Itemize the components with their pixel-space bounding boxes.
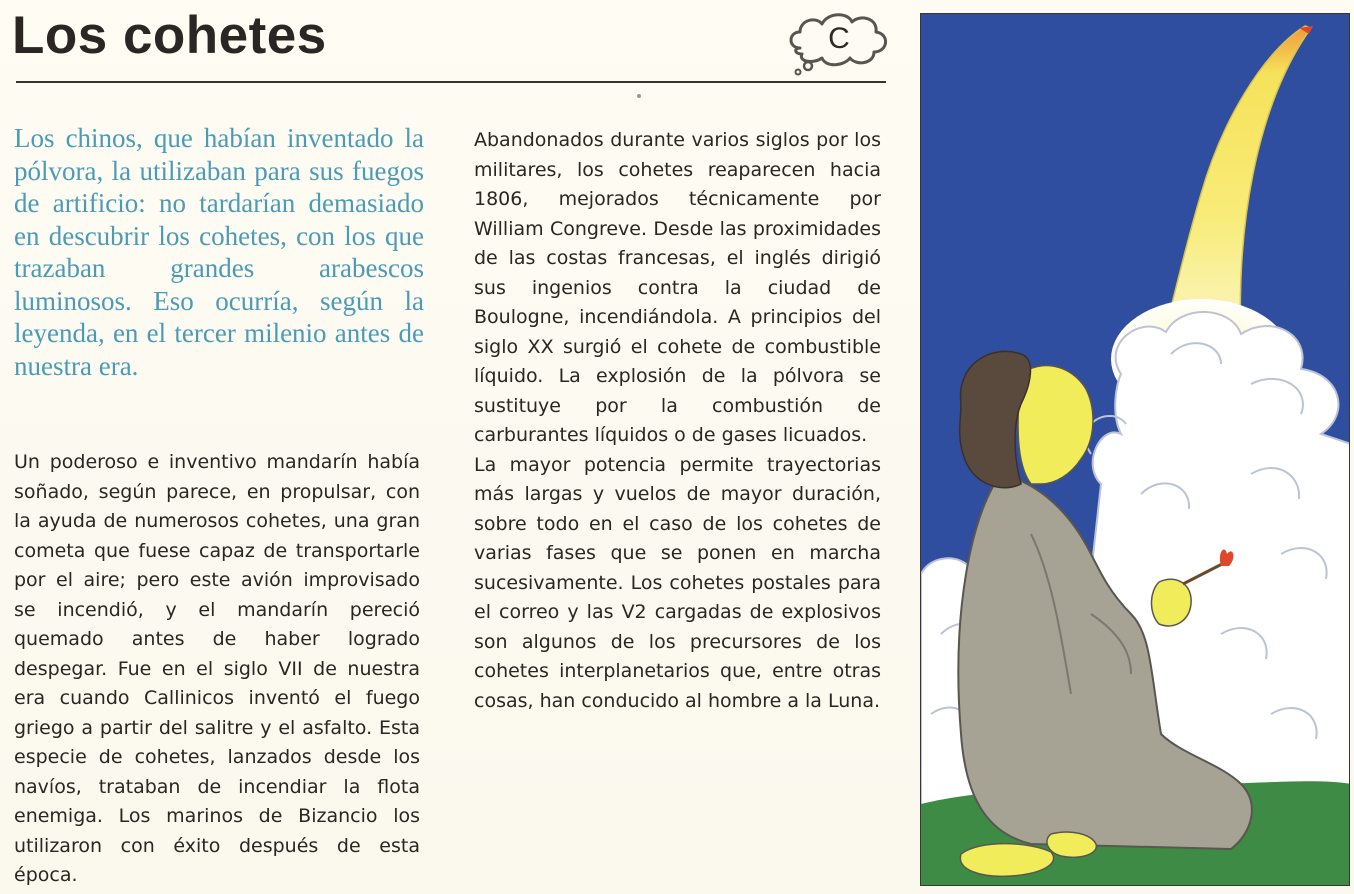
boy-kneeling-watching-rocket-icon — [921, 14, 1350, 886]
print-speck — [637, 94, 641, 98]
intro-paragraph: Los chinos, que habían inventado la pólvora, la utilizaban para sus fuegos de artificio: no tardarían demasiado en descubrir los cohetes, con los que trazaban grandes arabescos luminosos. Eso ocurría, según la leyenda, en el tercer milenio antes de nuestra era. — [14, 123, 424, 381]
left-column-paragraph: Un poderoso e inventivo mandarín había soñado, según parece, en propulsar, con la ayuda de numerosos cohetes, una gran cometa que fuese capaz de transportarle por el aire; pero este avión improvisado se incendió, y el mandarín pereció quemado antes de haber logrado despegar. Fue en el siglo VII de nuestra era cuando Callinicos inventó el fuego griego a partir del salitre y el asfalto. Esta especie de cohetes, lanzados desde los navíos, trataban de incendiar la flota enemiga. Los marinos de Bizancio los utilizaron con éxito después de esta época. — [14, 451, 420, 886]
page-title: Los cohetes — [12, 6, 327, 65]
cloud-badge-icon — [786, 8, 892, 78]
foot-left — [960, 844, 1053, 877]
middle-paragraph-2: La mayor potencia permite trayectorias más largas y vuelos de mayor duración, sobre todo en el caso de los cohetes de varias fases que se ponen en marcha sucesivamente. Los cohetes postales para el correo y las V2 cargadas de explosivos son algunos de los precursores de los cohetes interplanetarios que, entre otras cosas, han conducido al hombre a la Luna. — [474, 453, 881, 712]
middle-paragraph-1: Abandonados durante varios siglos por los militares, los cohetes reaparecen hacia 1806, mejorados técnicamente por William Congreve. Desde las proximidades de las costas francesas, el inglés dirigió sus ingenios contra la ciudad de Boulogne, incendiándola. A principios del siglo XX surgió el cohete de combustible líquido. La explosión de la pólvora se sustituye por la combustión de carburantes líquidos o de gases licuados. — [474, 129, 881, 446]
rocket-illustration — [920, 13, 1350, 886]
title-divider — [16, 81, 886, 83]
badge-letter: C — [828, 22, 850, 55]
hand — [1152, 579, 1192, 626]
middle-column — [474, 126, 881, 716]
